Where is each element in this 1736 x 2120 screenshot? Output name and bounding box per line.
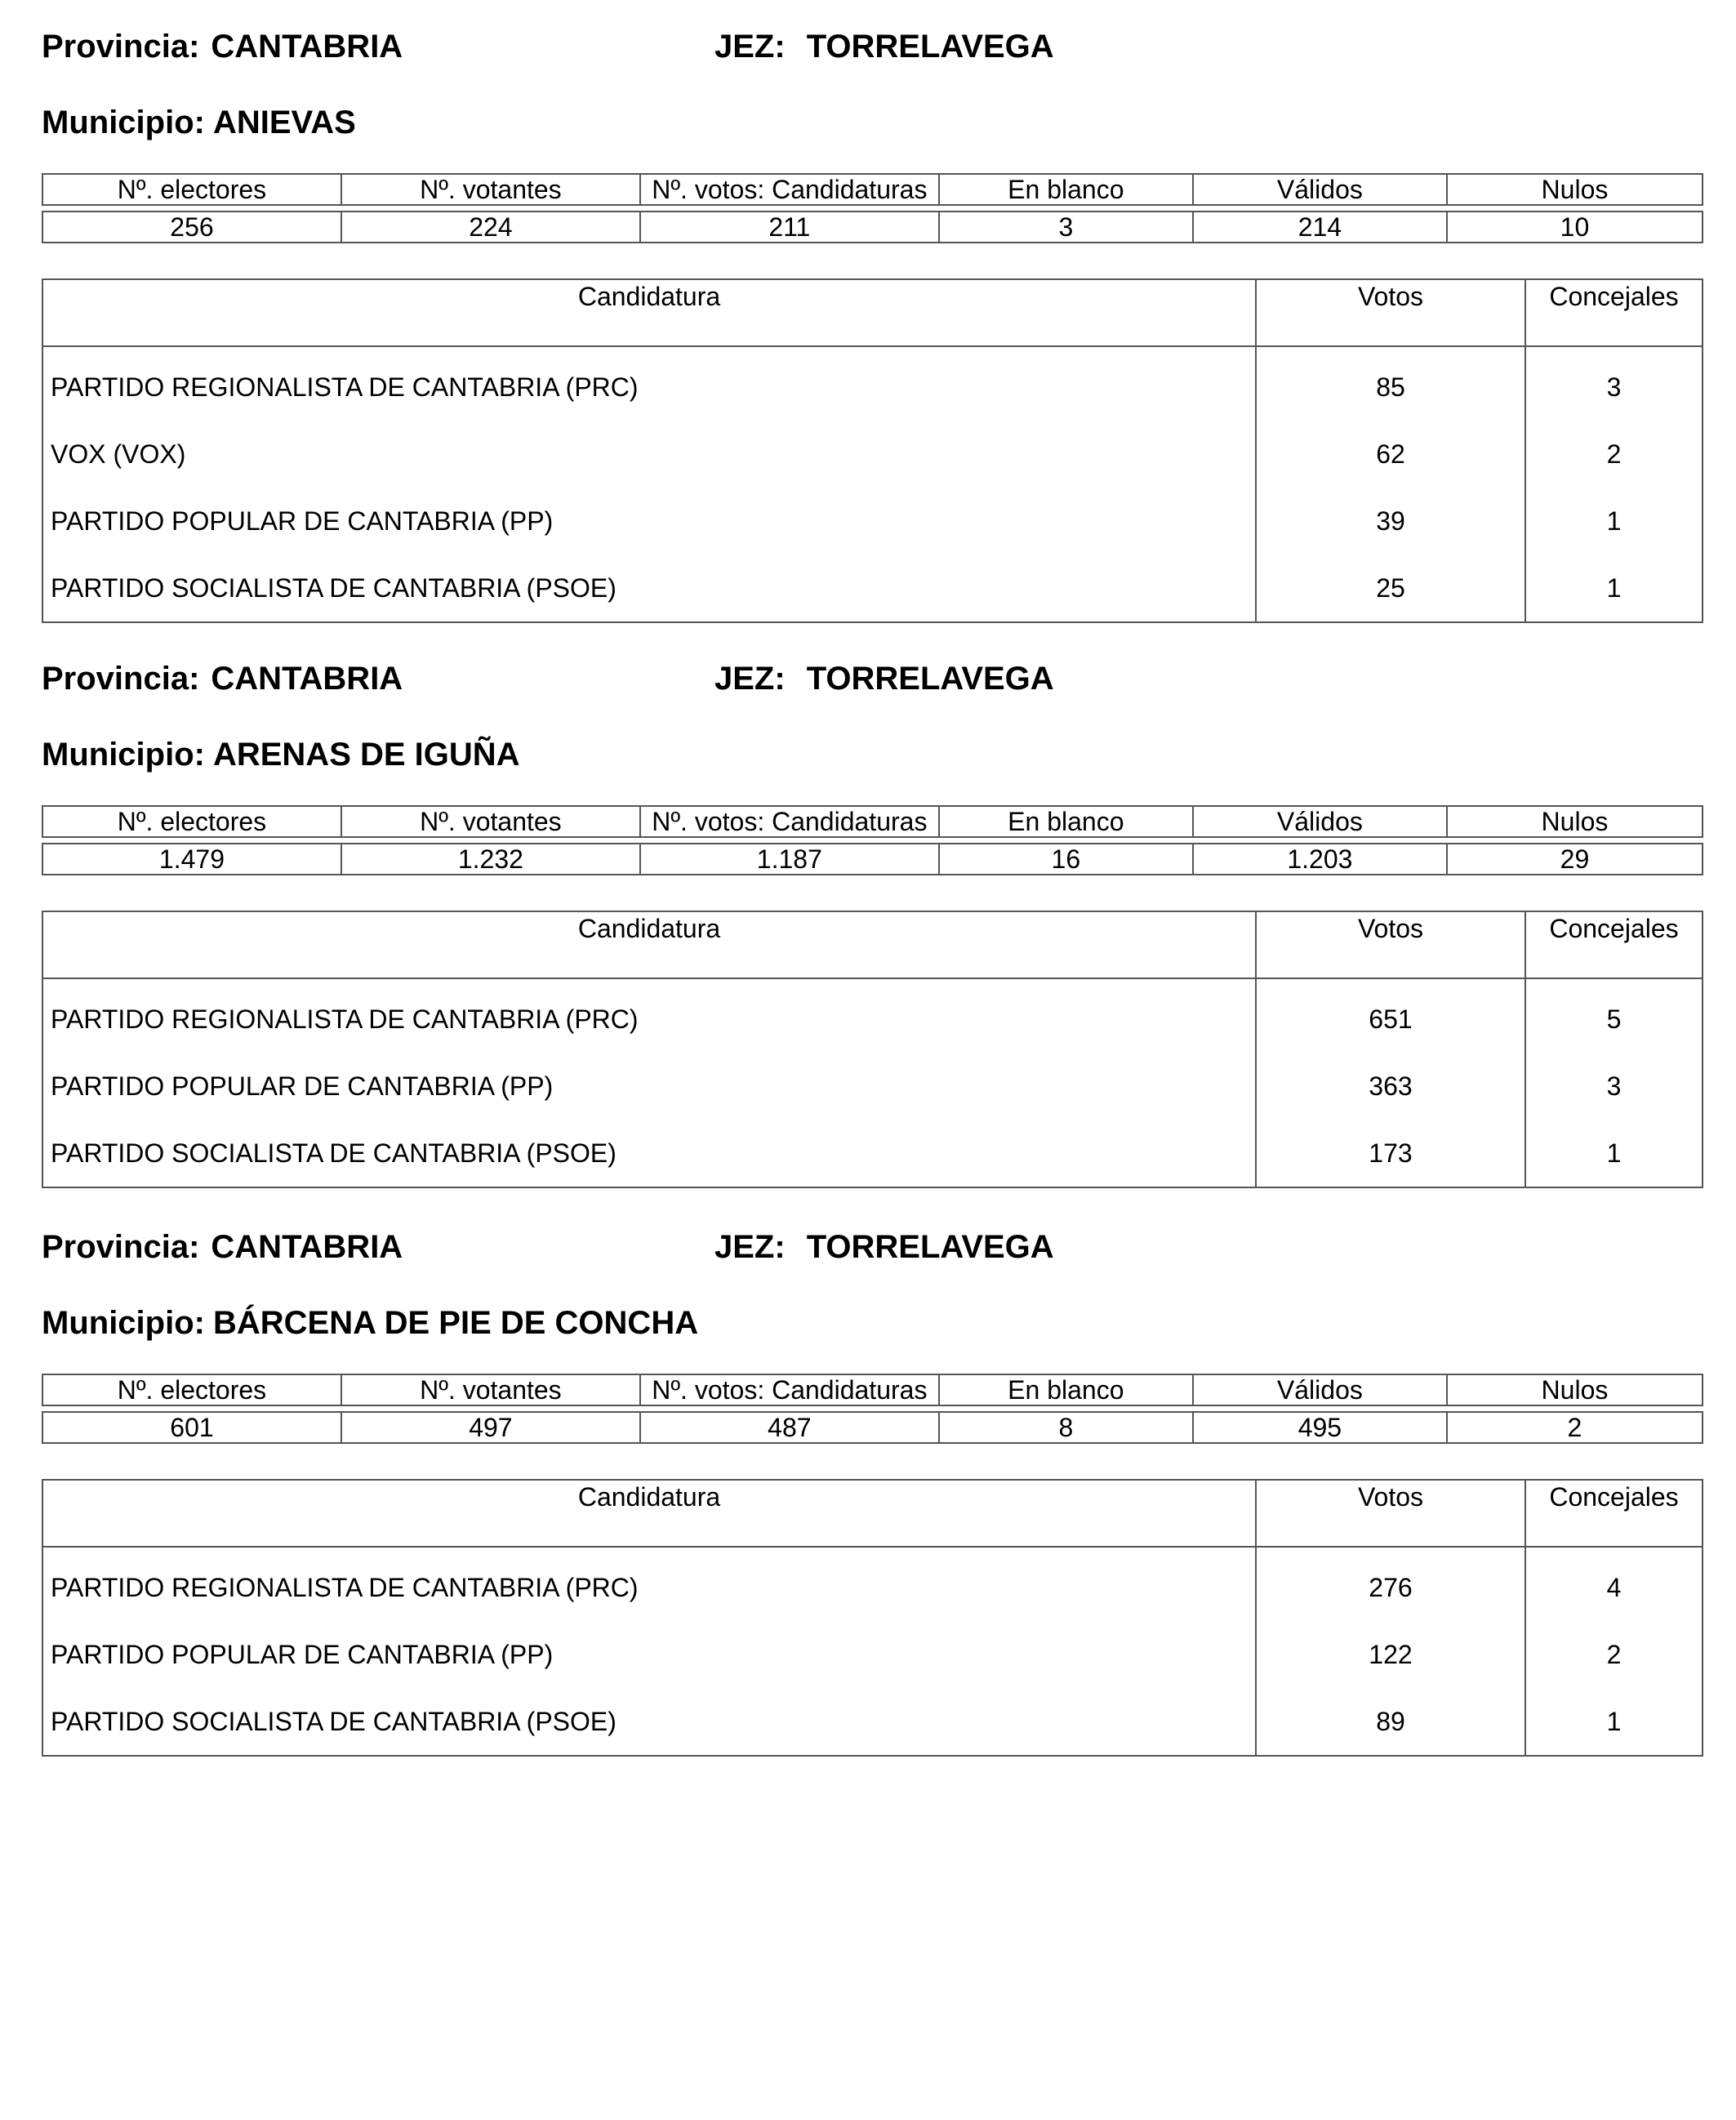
party-councillors: 2: [1525, 421, 1703, 488]
summary-header-cell: Nº. electores: [42, 174, 341, 205]
candidatura-row: [42, 978, 1703, 1053]
summary-header-row: [42, 806, 1703, 837]
summary-header-cell: Nulos: [1447, 174, 1703, 205]
summary-table: [42, 173, 1703, 242]
party-councillors: 2: [1525, 1621, 1703, 1688]
summary-header-cell: Nulos: [1447, 806, 1703, 837]
summary-value-cell: 211: [640, 212, 939, 243]
summary-table: [42, 805, 1703, 874]
summary-value-cell: 256: [42, 212, 341, 243]
provincia-label: Provincia:: [42, 661, 200, 697]
party-councillors: 1: [1525, 488, 1703, 554]
provincia-value: CANTABRIA: [211, 1229, 403, 1265]
summary-value-cell: 497: [341, 1412, 640, 1443]
summary-value-cell: 29: [1447, 844, 1703, 875]
party-name: PARTIDO SOCIALISTA DE CANTABRIA (PSOE): [51, 1707, 617, 1736]
jez-value: TORRELAVEGA: [806, 29, 1054, 65]
candidatura-row: [42, 554, 1703, 622]
jez-label: JEZ:: [714, 29, 786, 65]
summary-value-cell: 487: [640, 1412, 939, 1443]
municipio-label: Municipio:: [42, 737, 205, 773]
summary-value-cell: 8: [939, 1412, 1193, 1443]
summary-value-cell: 495: [1193, 1412, 1447, 1443]
summary-header-cell: Nº. electores: [42, 1374, 341, 1405]
municipio-label: Municipio:: [42, 105, 205, 140]
votos-header: Votos: [1256, 911, 1525, 978]
summary-header-cell: Válidos: [1193, 806, 1447, 837]
summary-header-row: [42, 1374, 1703, 1405]
provincia-heading: [42, 659, 403, 698]
summary-value-cell: 214: [1193, 212, 1447, 243]
municipio-heading: [42, 1303, 698, 1343]
candidatura-row: [42, 1547, 1703, 1621]
provincia-label: Provincia:: [42, 1229, 200, 1265]
municipio-heading: [42, 103, 356, 142]
municipality-section: [0, 0, 1736, 603]
summary-value-cell: 224: [341, 212, 640, 243]
candidaturas-table: [42, 1479, 1703, 1757]
party-votes: 122: [1256, 1621, 1525, 1688]
summary-values-row: [42, 212, 1703, 243]
summary-header-cell: Nº. votantes: [341, 1374, 640, 1405]
candidatura-row: [42, 488, 1703, 554]
provincia-heading: [42, 1227, 403, 1267]
candidatura-row: [42, 421, 1703, 488]
summary-header-cell: Válidos: [1193, 174, 1447, 205]
party-councillors: 1: [1525, 554, 1703, 622]
party-name: PARTIDO POPULAR DE CANTABRIA (PP): [51, 506, 554, 536]
party-votes: 85: [1256, 346, 1525, 421]
summary-value-cell: 1.203: [1193, 844, 1447, 875]
municipio-label: Municipio:: [42, 1305, 205, 1341]
summary-table: [42, 1374, 1703, 1442]
summary-values-row: [42, 1412, 1703, 1443]
party-name: PARTIDO REGIONALISTA DE CANTABRIA (PRC): [51, 1573, 639, 1602]
municipio-heading: [42, 735, 520, 774]
municipio-value: ANIEVAS: [212, 105, 356, 140]
candidatura-row: [42, 1120, 1703, 1187]
summary-header-cell: En blanco: [939, 1374, 1193, 1405]
concejales-header: Concejales: [1525, 911, 1703, 978]
party-votes: 25: [1256, 554, 1525, 622]
provincia-value: CANTABRIA: [211, 29, 403, 65]
summary-value-cell: 2: [1447, 1412, 1703, 1443]
party-councillors: 1: [1525, 1120, 1703, 1187]
jez-label: JEZ:: [714, 661, 786, 697]
candidatura-row: [42, 1688, 1703, 1756]
summary-header-cell: Nº. votos: Candidaturas: [640, 806, 939, 837]
candidaturas-header-row: [42, 911, 1703, 978]
party-votes: 363: [1256, 1053, 1525, 1120]
candidaturas-table: [42, 911, 1703, 1188]
party-name: PARTIDO POPULAR DE CANTABRIA (PP): [51, 1640, 554, 1669]
jez-value: TORRELAVEGA: [806, 661, 1054, 697]
summary-header-cell: Nº. votos: Candidaturas: [640, 1374, 939, 1405]
summary-header-cell: Nulos: [1447, 1374, 1703, 1405]
jez-heading: [714, 27, 1054, 66]
candidaturas-table: [42, 278, 1703, 623]
concejales-header: Concejales: [1525, 279, 1703, 346]
summary-value-cell: 16: [939, 844, 1193, 875]
summary-header-cell: Válidos: [1193, 1374, 1447, 1405]
party-votes: 173: [1256, 1120, 1525, 1187]
summary-header-cell: Nº. electores: [42, 806, 341, 837]
party-councillors: 3: [1525, 346, 1703, 421]
municipality-section: [0, 1200, 1736, 1772]
candidaturas-header-row: [42, 1480, 1703, 1547]
party-name: PARTIDO REGIONALISTA DE CANTABRIA (PRC): [51, 372, 639, 402]
jez-heading: [714, 1227, 1054, 1267]
municipio-value: BÁRCENA DE PIE DE CONCHA: [212, 1305, 699, 1341]
party-votes: 89: [1256, 1688, 1525, 1756]
concejales-header: Concejales: [1525, 1480, 1703, 1547]
party-votes: 651: [1256, 978, 1525, 1053]
candidatura-row: [42, 346, 1703, 421]
provincia-value: CANTABRIA: [211, 661, 403, 697]
summary-header-cell: Nº. votos: Candidaturas: [640, 174, 939, 205]
party-councillors: 5: [1525, 978, 1703, 1053]
party-votes: 276: [1256, 1547, 1525, 1621]
candidatura-row: [42, 1621, 1703, 1688]
summary-value-cell: 1.187: [640, 844, 939, 875]
summary-header-cell: En blanco: [939, 174, 1193, 205]
candidatura-header: Candidatura: [42, 911, 1256, 978]
candidatura-header: Candidatura: [42, 1480, 1256, 1547]
summary-header-cell: En blanco: [939, 806, 1193, 837]
jez-heading: [714, 659, 1054, 698]
provincia-heading: [42, 27, 403, 66]
votos-header: Votos: [1256, 279, 1525, 346]
party-councillors: 1: [1525, 1688, 1703, 1756]
summary-value-cell: 10: [1447, 212, 1703, 243]
candidatura-row: [42, 1053, 1703, 1120]
party-councillors: 3: [1525, 1053, 1703, 1120]
summary-header-cell: Nº. votantes: [341, 174, 640, 205]
party-name: VOX (VOX): [51, 439, 186, 469]
provincia-label: Provincia:: [42, 29, 200, 65]
summary-values-row: [42, 844, 1703, 875]
summary-header-cell: Nº. votantes: [341, 806, 640, 837]
party-name: PARTIDO SOCIALISTA DE CANTABRIA (PSOE): [51, 1138, 617, 1168]
party-name: PARTIDO SOCIALISTA DE CANTABRIA (PSOE): [51, 573, 617, 603]
party-votes: 62: [1256, 421, 1525, 488]
jez-value: TORRELAVEGA: [806, 1229, 1054, 1265]
summary-value-cell: 601: [42, 1412, 341, 1443]
summary-value-cell: 3: [939, 212, 1193, 243]
party-name: PARTIDO POPULAR DE CANTABRIA (PP): [51, 1071, 554, 1101]
votos-header: Votos: [1256, 1480, 1525, 1547]
summary-value-cell: 1.232: [341, 844, 640, 875]
party-name: PARTIDO REGIONALISTA DE CANTABRIA (PRC): [51, 1004, 639, 1034]
jez-label: JEZ:: [714, 1229, 786, 1265]
candidaturas-header-row: [42, 279, 1703, 346]
municipality-section: [0, 632, 1736, 1204]
summary-header-row: [42, 174, 1703, 205]
party-councillors: 4: [1525, 1547, 1703, 1621]
municipio-value: ARENAS DE IGUÑA: [212, 737, 520, 773]
party-votes: 39: [1256, 488, 1525, 554]
summary-value-cell: 1.479: [42, 844, 341, 875]
candidatura-header: Candidatura: [42, 279, 1256, 346]
